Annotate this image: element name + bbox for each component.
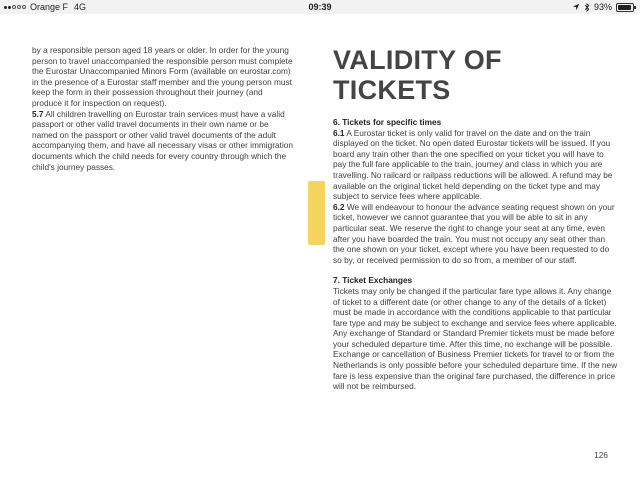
- clause-6-1: [333, 128, 618, 202]
- clause-6-1-text: A Eurostar ticket is only valid for travel on the date and on the train displayed on the ticket. No open dated Eurostar tickets will be issued. If you board any train other than the one specified on your ticket you will have to pay the full fare applicable to the train, journey and class in which you are travelling. No railcard or railpass reductions will be allowed. A refund may be available on the original ticket held depending on the ticket type and may subject to service fees where applicable.: [333, 127, 613, 202]
- section-7-text: Tickets may only be changed if the particular fare type allows it. Any change of ticket to a different date (or other change to any of the details of a ticket) must be made in accordance with the conditions applicable to that particular fare type and may be subject to exchange and service fees where applicable. Any exchange of Standard or Standard Premier tickets must be made before your scheduled departure time. After this time, no exchange will be possible. Exchange or cancellation of Business Premier tickets for travel to or from the Netherlands is only possible before your scheduled departure time. If the new fare is less expensive than the original fare purchased, the difference in price will not be reimbursed.: [333, 285, 618, 392]
- status-bar-right: [572, 2, 634, 12]
- clause-6-2-number: 6.2: [333, 201, 345, 212]
- battery-icon: [616, 3, 634, 12]
- clause-6-2: [333, 202, 618, 266]
- section-7-heading: 7. Ticket Exchanges: [333, 275, 413, 286]
- right-column: [333, 45, 618, 392]
- section-spacer: [333, 265, 618, 275]
- left-paragraph: by a responsible person aged 18 years or older. In order for the young person to travel unaccompanied the responsible person must complete the Eurostar Unaccompanied Minors Form (available on eurostar.com) in the presence of a Eurostar staff member and the young person must keep the form in their possession throughout their journey (and produce it for inspection on request).: [32, 45, 293, 108]
- clause-6-1-number: 6.1: [333, 127, 345, 138]
- status-bar: [0, 0, 640, 14]
- status-time: 09:39: [308, 2, 332, 12]
- page-number: 126: [594, 450, 608, 460]
- clause-5-7-number: 5.7: [32, 108, 44, 119]
- bluetooth-icon: [584, 3, 590, 12]
- battery-percent: 93%: [593, 2, 612, 12]
- clause-5-7-text: All children travelling on Eurostar train services must have a valid passport or other valid travel documents in their own name or be named on the passport or other valid travel documents of the adult accompanying them, and have all necessary visas or other immigration documents which the child needs for every country through which the child's journey passes.: [32, 108, 294, 172]
- carrier-name: Orange F: [30, 2, 69, 12]
- page-title: VALIDITY OF TICKETS: [333, 45, 502, 105]
- clause-6-2-text: We will endeavour to honour the advance seating request shown on your ticket, however we cannot guarantee that you will be able to sit in any particular seat. We reserve the right to change your seat at any time, even after you have boarded the train. You must not occupy any seat other than the one shown on your ticket, except where you have been requested to do so by, or received permission to do so from, a member of our staff.: [333, 201, 615, 265]
- clause-5-7: [32, 109, 294, 173]
- location-arrow-icon: [572, 3, 580, 11]
- network-type: 4G: [74, 2, 87, 12]
- left-column: [32, 45, 294, 172]
- section-6-heading: 6. Tickets for specific times: [333, 117, 442, 127]
- battery-fill: [618, 5, 631, 10]
- highlight-marker[interactable]: [308, 181, 325, 245]
